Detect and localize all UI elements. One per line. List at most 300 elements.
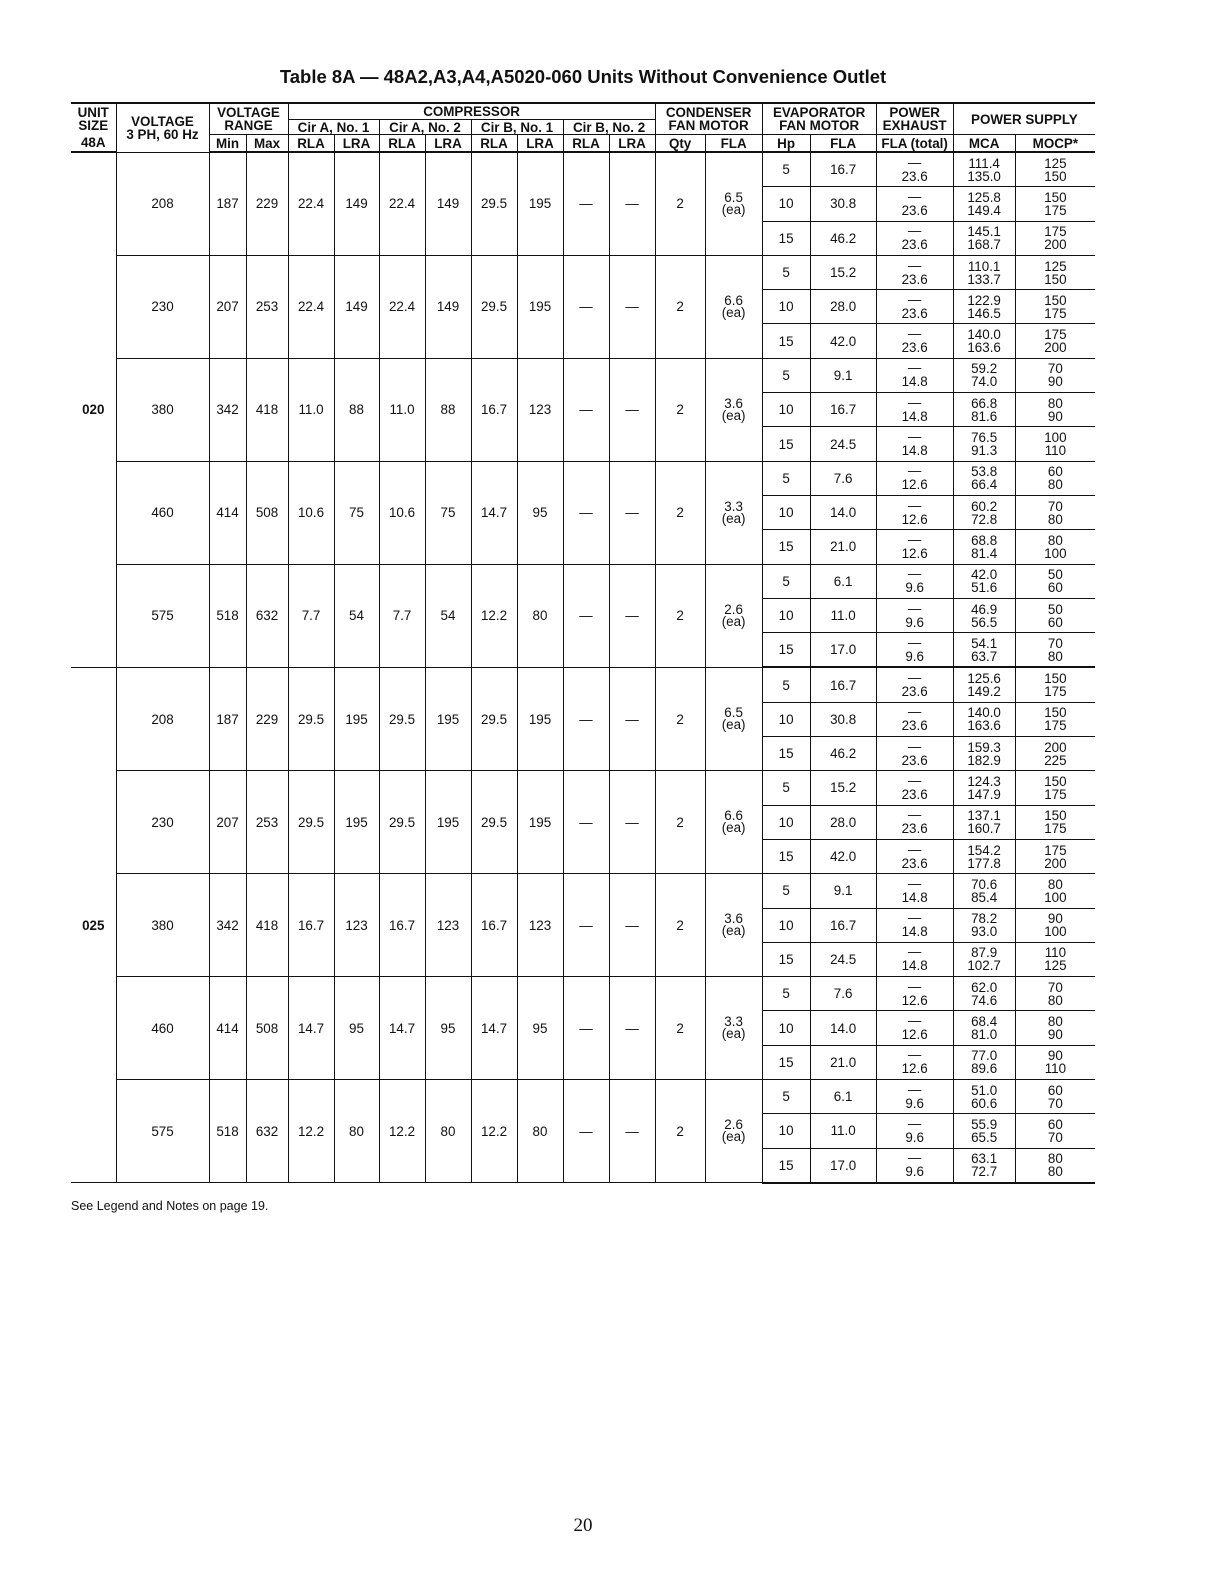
- compressor-rla-cell: 29.5: [379, 771, 425, 874]
- mocp-value-without-exhaust: 80: [1047, 876, 1063, 892]
- power-exhaust-cell: [876, 564, 953, 598]
- evaporator-hp-cell: 10: [762, 598, 810, 632]
- mocp-value-with-exhaust: 200: [1044, 340, 1067, 356]
- evaporator-fla-cell: 46.2: [810, 221, 876, 255]
- condenser-fla-unit: (ea): [721, 304, 746, 320]
- mocp-cell: [1015, 667, 1095, 702]
- condenser-fla-cell: [705, 152, 762, 255]
- mocp-value-with-exhaust: 60: [1047, 614, 1063, 630]
- mocp-value-without-exhaust: 150: [1044, 705, 1067, 721]
- compressor-rla-cell: 12.2: [379, 1080, 425, 1183]
- condenser-fla-unit: (ea): [721, 1129, 746, 1145]
- power-exhaust-cell: [876, 393, 953, 427]
- mca-value-without-exhaust: 55.9: [971, 1116, 998, 1132]
- header-48a: 48A: [71, 135, 116, 153]
- power-exhaust-none: —: [907, 394, 922, 410]
- evaporator-fla-cell: 11.0: [810, 598, 876, 632]
- compressor-lra-cell: 149: [425, 152, 471, 255]
- evaporator-fla-cell: 16.7: [810, 908, 876, 942]
- mca-cell: [953, 737, 1015, 771]
- compressor-lra-cell: —: [609, 1080, 655, 1183]
- evaporator-fla-cell: 42.0: [810, 324, 876, 358]
- mocp-cell: [1015, 908, 1095, 942]
- subheader-min: Min: [209, 135, 246, 153]
- condenser-qty-cell: 2: [655, 461, 705, 564]
- power-exhaust-none: —: [907, 291, 922, 307]
- mocp-value-with-exhaust: 90: [1047, 1027, 1063, 1043]
- power-exhaust-none: —: [907, 978, 922, 994]
- evaporator-fla-cell: 15.2: [810, 255, 876, 289]
- power-exhaust-none: —: [907, 738, 922, 754]
- evaporator-hp-cell: 5: [762, 358, 810, 392]
- footnote: See Legend and Notes on page 19.: [71, 1199, 269, 1213]
- voltage-max-cell: 229: [246, 667, 288, 770]
- mocp-value-with-exhaust: 150: [1044, 168, 1067, 184]
- mocp-cell: [1015, 598, 1095, 632]
- power-exhaust-cell: [876, 737, 953, 771]
- mca-value-without-exhaust: 78.2: [971, 911, 998, 927]
- compressor-lra-cell: 195: [334, 771, 379, 874]
- mocp-value-with-exhaust: 175: [1044, 684, 1067, 700]
- compressor-lra-cell: 195: [425, 667, 471, 770]
- mca-value-without-exhaust: 122.9: [967, 292, 1001, 308]
- compressor-lra-cell: 80: [334, 1080, 379, 1183]
- mca-value-without-exhaust: 76.5: [971, 430, 998, 446]
- power-exhaust-cell: [876, 1114, 953, 1148]
- compressor-lra-cell: 95: [517, 461, 563, 564]
- mca-value-with-exhaust: 102.7: [967, 958, 1001, 974]
- compressor-lra-cell: 80: [425, 1080, 471, 1183]
- power-exhaust-none: —: [907, 1047, 922, 1063]
- mocp-cell: [1015, 1114, 1095, 1148]
- evaporator-fla-cell: 28.0: [810, 805, 876, 839]
- evaporator-fla-cell: 15.2: [810, 771, 876, 805]
- mca-cell: [953, 495, 1015, 529]
- power-exhaust-value: 23.6: [901, 684, 928, 700]
- voltage-min-cell: 187: [209, 667, 246, 770]
- subheader-rla: RLA: [563, 135, 609, 153]
- evaporator-hp-cell: 15: [762, 1148, 810, 1183]
- condenser-qty-cell: 2: [655, 667, 705, 770]
- subheader-lra: LRA: [609, 135, 655, 153]
- mca-cell: [953, 942, 1015, 976]
- power-exhaust-value: 23.6: [901, 718, 928, 734]
- evaporator-hp-cell: 5: [762, 977, 810, 1011]
- compressor-rla-cell: 22.4: [288, 152, 334, 255]
- compressor-rla-cell: 22.4: [288, 255, 334, 358]
- power-exhaust-cell: [876, 633, 953, 668]
- electrical-data-table: [71, 102, 1095, 1184]
- mocp-value-with-exhaust: 80: [1047, 648, 1063, 664]
- condenser-fla-value: 6.6: [724, 808, 743, 824]
- compressor-lra-cell: 123: [517, 874, 563, 977]
- evaporator-fla-cell: 16.7: [810, 667, 876, 702]
- power-exhaust-none: —: [907, 360, 922, 376]
- compressor-rla-cell: 14.7: [471, 977, 517, 1080]
- power-exhaust-value: 23.6: [901, 305, 928, 321]
- evaporator-hp-cell: 15: [762, 324, 810, 358]
- power-exhaust-value: 9.6: [905, 1129, 924, 1145]
- power-exhaust-none: —: [907, 429, 922, 445]
- compressor-lra-cell: 195: [517, 771, 563, 874]
- power-exhaust-value: 12.6: [901, 992, 928, 1008]
- mocp-cell: [1015, 461, 1095, 495]
- header-cir-a-no2: Cir A, No. 2: [379, 120, 471, 135]
- header-power-exhaust: POWER EXHAUST: [876, 103, 953, 135]
- mocp-value-without-exhaust: 150: [1044, 189, 1067, 205]
- evaporator-hp-cell: 10: [762, 1011, 810, 1045]
- condenser-fla-unit: (ea): [721, 1026, 746, 1042]
- mocp-value-without-exhaust: 60: [1047, 464, 1063, 480]
- power-exhaust-value: 14.8: [901, 443, 928, 459]
- mocp-value-with-exhaust: 80: [1047, 511, 1063, 527]
- power-exhaust-value: 23.6: [901, 855, 928, 871]
- voltage-cell: 460: [116, 977, 209, 1080]
- compressor-lra-cell: —: [609, 152, 655, 255]
- evaporator-hp-cell: 15: [762, 221, 810, 255]
- mocp-value-with-exhaust: 200: [1044, 237, 1067, 253]
- mocp-value-with-exhaust: 110: [1044, 1061, 1067, 1077]
- voltage-cell: 380: [116, 874, 209, 977]
- compressor-rla-cell: 22.4: [379, 152, 425, 255]
- mocp-value-without-exhaust: 50: [1047, 601, 1063, 617]
- power-exhaust-none: —: [907, 531, 922, 547]
- compressor-rla-cell: 11.0: [288, 358, 334, 461]
- compressor-rla-cell: 12.2: [288, 1080, 334, 1183]
- compressor-lra-cell: 88: [425, 358, 471, 461]
- evaporator-hp-cell: 10: [762, 290, 810, 324]
- mca-value-with-exhaust: 149.4: [967, 202, 1001, 218]
- mca-value-without-exhaust: 68.8: [971, 532, 998, 548]
- mocp-cell: [1015, 495, 1095, 529]
- mca-value-with-exhaust: 65.5: [971, 1129, 998, 1145]
- mca-value-without-exhaust: 124.3: [967, 773, 1001, 789]
- condenser-qty-cell: 2: [655, 564, 705, 667]
- condenser-qty-cell: 2: [655, 255, 705, 358]
- mca-value-without-exhaust: 87.9: [971, 945, 998, 961]
- power-exhaust-value: 14.8: [901, 374, 928, 390]
- mca-value-with-exhaust: 72.8: [971, 511, 998, 527]
- mocp-cell: [1015, 771, 1095, 805]
- compressor-rla-cell: 29.5: [288, 771, 334, 874]
- compressor-lra-cell: 54: [334, 564, 379, 667]
- compressor-rla-cell: 29.5: [471, 771, 517, 874]
- compressor-rla-cell: 12.2: [471, 564, 517, 667]
- mocp-cell: [1015, 530, 1095, 564]
- mocp-value-without-exhaust: 150: [1044, 671, 1067, 687]
- power-exhaust-value: 23.6: [901, 340, 928, 356]
- condenser-fla-value: 3.6: [724, 395, 743, 411]
- evaporator-hp-cell: 15: [762, 942, 810, 976]
- compressor-rla-cell: —: [563, 152, 609, 255]
- mocp-value-with-exhaust: 175: [1044, 821, 1067, 837]
- mca-cell: [953, 1114, 1015, 1148]
- subheader-rla: RLA: [379, 135, 425, 153]
- mca-cell: [953, 427, 1015, 461]
- evaporator-hp-cell: 10: [762, 393, 810, 427]
- mca-value-with-exhaust: 74.6: [971, 992, 998, 1008]
- mocp-value-without-exhaust: 175: [1044, 224, 1067, 240]
- condenser-fla-unit: (ea): [721, 613, 746, 629]
- mocp-cell: [1015, 874, 1095, 908]
- mca-value-without-exhaust: 140.0: [967, 705, 1001, 721]
- mocp-value-with-exhaust: 175: [1044, 718, 1067, 734]
- mca-value-without-exhaust: 59.2: [971, 361, 998, 377]
- evaporator-fla-cell: 14.0: [810, 495, 876, 529]
- evaporator-fla-cell: 30.8: [810, 187, 876, 221]
- compressor-rla-cell: —: [563, 358, 609, 461]
- condenser-fla-cell: [705, 977, 762, 1080]
- mocp-value-without-exhaust: 70: [1047, 635, 1063, 651]
- mca-cell: [953, 324, 1015, 358]
- mocp-value-with-exhaust: 150: [1044, 271, 1067, 287]
- condenser-fla-unit: (ea): [721, 717, 746, 733]
- power-exhaust-none: —: [907, 257, 922, 273]
- mocp-value-without-exhaust: 80: [1047, 1014, 1063, 1030]
- power-exhaust-cell: [876, 1011, 953, 1045]
- evaporator-hp-cell: 10: [762, 495, 810, 529]
- mca-value-without-exhaust: 154.2: [967, 842, 1001, 858]
- compressor-rla-cell: 16.7: [471, 874, 517, 977]
- table-row: [71, 564, 1095, 598]
- mca-cell: [953, 1148, 1015, 1183]
- compressor-lra-cell: 75: [334, 461, 379, 564]
- voltage-min-cell: 518: [209, 564, 246, 667]
- mocp-value-without-exhaust: 80: [1047, 395, 1063, 411]
- compressor-rla-cell: —: [563, 255, 609, 358]
- subheader-evaporator-fla: FLA: [810, 135, 876, 153]
- condenser-qty-cell: 2: [655, 771, 705, 874]
- mocp-value-without-exhaust: 100: [1044, 430, 1067, 446]
- compressor-rla-cell: —: [563, 667, 609, 770]
- power-exhaust-cell: [876, 324, 953, 358]
- evaporator-hp-cell: 15: [762, 427, 810, 461]
- mca-value-without-exhaust: 46.9: [971, 601, 998, 617]
- mocp-value-with-exhaust: 80: [1047, 1164, 1063, 1180]
- mca-cell: [953, 152, 1015, 187]
- compressor-rla-cell: —: [563, 564, 609, 667]
- evaporator-hp-cell: 15: [762, 633, 810, 668]
- mocp-cell: [1015, 255, 1095, 289]
- power-exhaust-value: 14.8: [901, 924, 928, 940]
- mocp-value-with-exhaust: 125: [1044, 958, 1067, 974]
- compressor-lra-cell: —: [609, 977, 655, 1080]
- power-exhaust-none: —: [907, 188, 922, 204]
- mocp-value-without-exhaust: 110: [1044, 945, 1067, 961]
- mca-value-with-exhaust: 182.9: [967, 752, 1001, 768]
- voltage-cell: 208: [116, 667, 209, 770]
- power-exhaust-cell: [876, 1080, 953, 1114]
- voltage-cell: 575: [116, 1080, 209, 1183]
- evaporator-fla-cell: 42.0: [810, 839, 876, 873]
- mocp-value-with-exhaust: 70: [1047, 1095, 1063, 1111]
- voltage-max-cell: 508: [246, 461, 288, 564]
- compressor-lra-cell: 95: [334, 977, 379, 1080]
- mca-cell: [953, 461, 1015, 495]
- mca-cell: [953, 187, 1015, 221]
- mca-value-with-exhaust: 56.5: [971, 614, 998, 630]
- mocp-cell: [1015, 427, 1095, 461]
- mca-value-without-exhaust: 137.1: [967, 808, 1001, 824]
- mocp-value-with-exhaust: 90: [1047, 374, 1063, 390]
- power-exhaust-none: —: [907, 1081, 922, 1097]
- condenser-fla-cell: [705, 564, 762, 667]
- evaporator-fla-cell: 17.0: [810, 1148, 876, 1183]
- mocp-cell: [1015, 564, 1095, 598]
- evaporator-hp-cell: 15: [762, 839, 810, 873]
- condenser-fla-unit: (ea): [721, 201, 746, 217]
- compressor-rla-cell: 14.7: [471, 461, 517, 564]
- mocp-value-without-exhaust: 175: [1044, 842, 1067, 858]
- condenser-qty-cell: 2: [655, 358, 705, 461]
- mca-value-with-exhaust: 74.0: [971, 374, 998, 390]
- mca-value-without-exhaust: 66.8: [971, 395, 998, 411]
- evaporator-fla-cell: 16.7: [810, 152, 876, 187]
- evaporator-fla-cell: 7.6: [810, 461, 876, 495]
- evaporator-fla-cell: 17.0: [810, 633, 876, 668]
- mca-value-with-exhaust: 81.0: [971, 1027, 998, 1043]
- mca-value-with-exhaust: 177.8: [967, 855, 1001, 871]
- condenser-fla-value: 6.5: [724, 189, 743, 205]
- voltage-max-cell: 632: [246, 1080, 288, 1183]
- mocp-cell: [1015, 839, 1095, 873]
- mca-value-with-exhaust: 51.6: [971, 580, 998, 596]
- mca-value-without-exhaust: 63.1: [971, 1151, 998, 1167]
- evaporator-fla-cell: 16.7: [810, 393, 876, 427]
- mocp-value-without-exhaust: 200: [1044, 739, 1067, 755]
- mocp-value-without-exhaust: 50: [1047, 567, 1063, 583]
- mca-cell: [953, 805, 1015, 839]
- compressor-rla-cell: 16.7: [471, 358, 517, 461]
- compressor-rla-cell: 16.7: [288, 874, 334, 977]
- evaporator-fla-cell: 24.5: [810, 942, 876, 976]
- mca-cell: [953, 771, 1015, 805]
- condenser-fla-unit: (ea): [721, 510, 746, 526]
- compressor-rla-cell: 22.4: [379, 255, 425, 358]
- evaporator-fla-cell: 21.0: [810, 530, 876, 564]
- mca-cell: [953, 874, 1015, 908]
- evaporator-hp-cell: 10: [762, 805, 810, 839]
- condenser-fla-cell: [705, 874, 762, 977]
- evaporator-fla-cell: 14.0: [810, 1011, 876, 1045]
- condenser-fla-cell: [705, 1080, 762, 1183]
- evaporator-fla-cell: 30.8: [810, 702, 876, 736]
- voltage-min-cell: 342: [209, 874, 246, 977]
- subheader-lra: LRA: [425, 135, 471, 153]
- power-exhaust-cell: [876, 771, 953, 805]
- power-exhaust-value: 9.6: [905, 648, 924, 664]
- mca-value-with-exhaust: 81.4: [971, 545, 998, 561]
- compressor-lra-cell: —: [609, 255, 655, 358]
- power-exhaust-none: —: [907, 1115, 922, 1131]
- mocp-value-with-exhaust: 175: [1044, 786, 1067, 802]
- mocp-value-without-exhaust: 90: [1047, 1048, 1063, 1064]
- compressor-rla-cell: —: [563, 771, 609, 874]
- compressor-lra-cell: —: [609, 564, 655, 667]
- mca-value-without-exhaust: 145.1: [967, 224, 1001, 240]
- mocp-value-with-exhaust: 175: [1044, 202, 1067, 218]
- mca-cell: [953, 839, 1015, 873]
- mca-value-without-exhaust: 77.0: [971, 1048, 998, 1064]
- table-row: [71, 358, 1095, 392]
- mca-cell: [953, 977, 1015, 1011]
- table-row: [71, 977, 1095, 1011]
- evaporator-hp-cell: 15: [762, 737, 810, 771]
- power-exhaust-value: 12.6: [901, 545, 928, 561]
- power-exhaust-cell: [876, 702, 953, 736]
- compressor-rla-cell: 7.7: [288, 564, 334, 667]
- mocp-cell: [1015, 633, 1095, 668]
- power-exhaust-cell: [876, 942, 953, 976]
- mca-value-with-exhaust: 149.2: [967, 684, 1001, 700]
- power-exhaust-cell: [876, 358, 953, 392]
- power-exhaust-cell: [876, 1045, 953, 1079]
- power-exhaust-value: 9.6: [905, 1095, 924, 1111]
- mca-value-with-exhaust: 93.0: [971, 924, 998, 940]
- power-exhaust-value: 23.6: [901, 271, 928, 287]
- power-exhaust-value: 9.6: [905, 580, 924, 596]
- mca-value-without-exhaust: 60.2: [971, 498, 998, 514]
- mca-cell: [953, 564, 1015, 598]
- mca-cell: [953, 598, 1015, 632]
- evaporator-hp-cell: 10: [762, 908, 810, 942]
- mca-value-without-exhaust: 54.1: [971, 635, 998, 651]
- compressor-lra-cell: 123: [517, 358, 563, 461]
- mca-value-without-exhaust: 70.6: [971, 876, 998, 892]
- power-exhaust-none: —: [907, 1013, 922, 1029]
- evaporator-hp-cell: 15: [762, 1045, 810, 1079]
- power-exhaust-cell: [876, 495, 953, 529]
- mocp-cell: [1015, 702, 1095, 736]
- header-cir-a-no1: Cir A, No. 1: [288, 120, 379, 135]
- power-exhaust-none: —: [907, 841, 922, 857]
- mocp-cell: [1015, 1148, 1095, 1183]
- evaporator-hp-cell: 5: [762, 152, 810, 187]
- power-exhaust-none: —: [907, 1150, 922, 1166]
- voltage-min-cell: 187: [209, 152, 246, 255]
- compressor-rla-cell: 10.6: [288, 461, 334, 564]
- evaporator-fla-cell: 28.0: [810, 290, 876, 324]
- evaporator-hp-cell: 10: [762, 1114, 810, 1148]
- power-exhaust-cell: [876, 255, 953, 289]
- condenser-fla-cell: [705, 771, 762, 874]
- power-exhaust-value: 9.6: [905, 614, 924, 630]
- mocp-value-with-exhaust: 100: [1044, 924, 1067, 940]
- condenser-fla-cell: [705, 255, 762, 358]
- mca-cell: [953, 1045, 1015, 1079]
- power-exhaust-cell: [876, 874, 953, 908]
- mocp-value-without-exhaust: 125: [1044, 258, 1067, 274]
- mca-value-without-exhaust: 125.8: [967, 189, 1001, 205]
- voltage-max-cell: 508: [246, 977, 288, 1080]
- mca-value-without-exhaust: 125.6: [967, 671, 1001, 687]
- power-exhaust-cell: [876, 977, 953, 1011]
- power-exhaust-value: 23.6: [901, 202, 928, 218]
- mocp-cell: [1015, 221, 1095, 255]
- compressor-rla-cell: 29.5: [471, 152, 517, 255]
- mca-cell: [953, 1011, 1015, 1045]
- compressor-lra-cell: 95: [425, 977, 471, 1080]
- mocp-value-without-exhaust: 70: [1047, 498, 1063, 514]
- mca-value-with-exhaust: 147.9: [967, 786, 1001, 802]
- compressor-rla-cell: —: [563, 977, 609, 1080]
- power-exhaust-value: 14.8: [901, 408, 928, 424]
- compressor-rla-cell: 29.5: [471, 667, 517, 770]
- power-exhaust-value: 23.6: [901, 752, 928, 768]
- condenser-fla-value: 3.6: [724, 911, 743, 927]
- unit-size-cell: 020: [71, 152, 116, 667]
- mocp-cell: [1015, 290, 1095, 324]
